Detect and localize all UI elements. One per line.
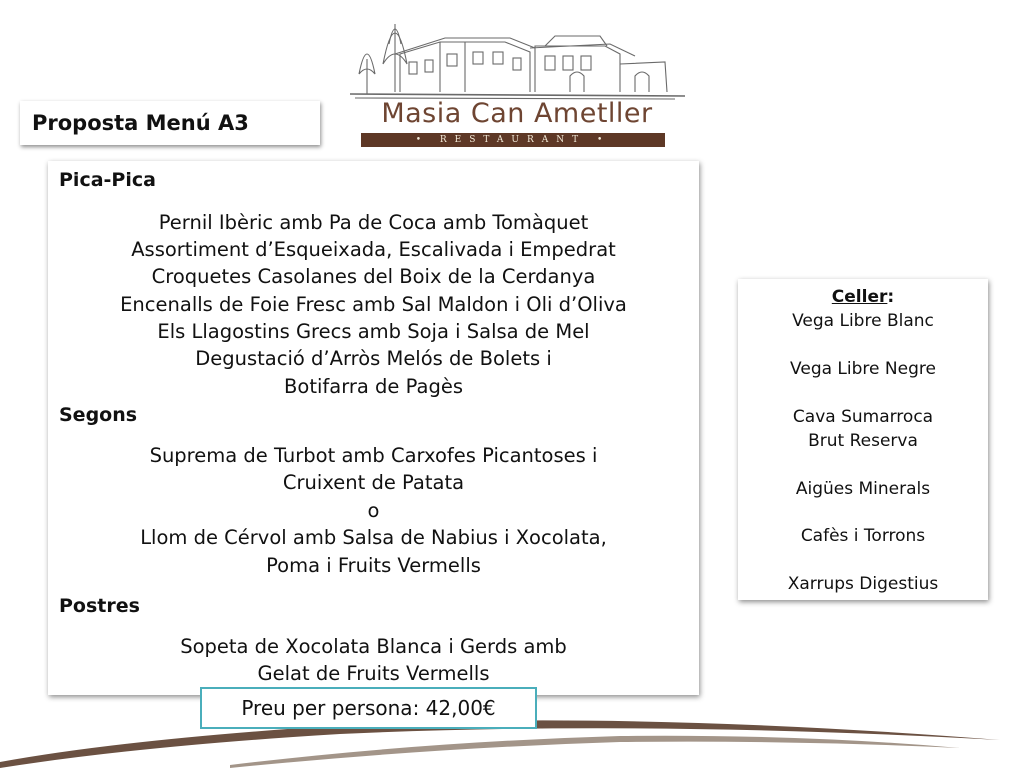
dish-line: Gelat de Fruits Vermells	[257, 662, 490, 685]
restaurant-subtitle-text: RESTAURANT	[439, 135, 587, 145]
celler-heading-text: Celler	[831, 287, 888, 307]
price-per-person: Preu per persona: 42,00€	[200, 687, 537, 729]
celler-heading	[738, 287, 988, 307]
celler-item: Xarrups Digestius	[787, 574, 939, 594]
celler-item: Vega Libre Blanc	[792, 311, 934, 331]
dish-line: Botifarra de Pagès	[284, 375, 463, 398]
dish-line: Cruixent de Patata	[282, 471, 465, 494]
dish-line: Suprema de Turbot amb Carxofes Picantoses i	[149, 444, 598, 467]
restaurant-logo	[345, 4, 690, 150]
dish-line: Pernil Ibèric amb Pa de Coca amb Tomàquet	[158, 211, 589, 234]
dish-line: Llom de Cérvol amb Salsa de Nabius i Xocolata,	[140, 526, 607, 549]
menu-title: Proposta Menú A3	[20, 101, 320, 145]
restaurant-subtitle: • RESTAURANT •	[361, 133, 665, 147]
dish-line: Encenalls de Foie Fresc amb Sal Maldon i Oli d’Oliva	[120, 293, 627, 316]
celler-item: Cava Sumarroca	[792, 407, 934, 427]
section-heading-pica-pica: Pica-Pica	[59, 169, 156, 191]
dish-line: Croquetes Casolanes del Boix de la Cerdanya	[151, 265, 596, 288]
dish-line: Assortiment d’Esqueixada, Escalivada i Empedrat	[131, 238, 616, 261]
menu-card	[48, 161, 699, 695]
celler-item: Brut Reserva	[808, 431, 918, 451]
celler-item: Cafès i Torrons	[800, 526, 926, 546]
restaurant-name: Masia Can Ametller	[381, 98, 653, 129]
dish-line: Degustació d’Arròs Melós de Bolets i	[195, 347, 552, 370]
dish-line: Sopeta de Xocolata Blanca i Gerds amb	[180, 635, 567, 658]
section-heading-postres: Postres	[59, 595, 140, 617]
celler-item: Vega Libre Negre	[790, 359, 936, 379]
celler-card	[738, 279, 988, 600]
celler-item: Aigües Minerals	[795, 479, 931, 499]
dish-line: Poma i Fruits Vermells	[266, 554, 481, 577]
dish-line: o	[367, 499, 380, 522]
masia-building-illustration	[345, 4, 690, 104]
section-heading-segons: Segons	[59, 404, 138, 426]
dish-line: Els Llagostins Grecs amb Soja i Salsa de Mel	[157, 320, 590, 343]
celler-heading-colon: :	[887, 287, 895, 307]
